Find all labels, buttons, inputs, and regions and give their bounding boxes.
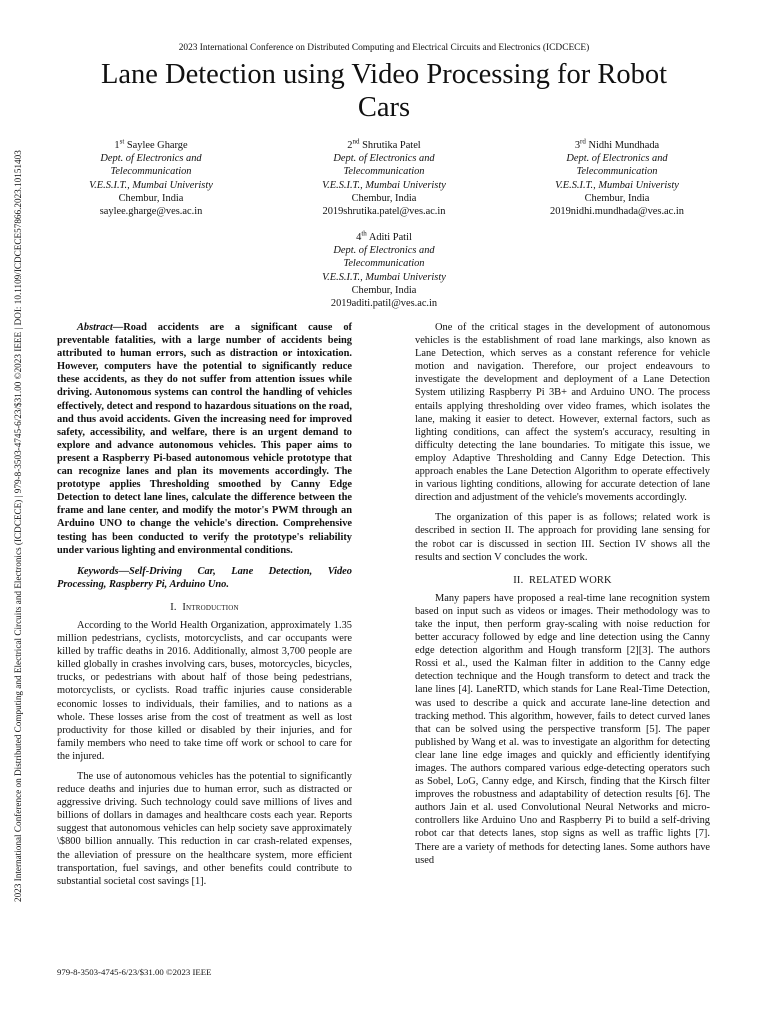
side-strip <box>11 112 25 902</box>
author-city: Chembur, India <box>584 192 650 204</box>
author-name: 1st Saylee Gharge <box>114 137 188 151</box>
section-heading-related-work: II. RELATED WORK <box>513 574 612 586</box>
author-name: 2nd Shrutika Patel <box>347 137 421 151</box>
author-block-1 <box>51 139 251 218</box>
intro-paragraph-2: The use of autonomous vehicles has the potential to significantly reduce deaths and injuries due to human error, such as distracted or aggressive driving. Such technology could save millions of lives and billions of dollars in damages and healthcare costs each year. Reports suggest that autonomous vehicles can help society save approximately \$800 billion annually. This reduction in car crash-related expenses, the alleviation of pressure on the healthcare system, more efficient transportation, fuel savings, and other benefits could contribute to substantial societal cost savings [1]. <box>57 771 352 887</box>
left-column <box>57 321 352 888</box>
author-university: V.E.S.I.T., Mumbai Univeristy <box>322 271 446 283</box>
author-name: 3rd Nidhi Mundhada <box>574 137 660 151</box>
author-dept: Dept. of Electronics and <box>100 153 202 165</box>
author-dept: Dept. of Electronics and <box>566 153 668 165</box>
author-email: 2019shrutika.patel@ves.ac.in <box>322 206 446 218</box>
section-heading-introduction: I. Introduction <box>170 601 239 613</box>
author-dept-2: Telecommunication <box>110 166 192 178</box>
title-line-2: Cars <box>357 92 411 123</box>
title-line-1: Lane Detection using Video Processing for Robot <box>100 59 668 90</box>
conference-header: 2023 International Conference on Distributed Computing and Electrical Circuits and Electronics (ICDCECE) <box>178 43 590 53</box>
abstract-body: —Road accidents are a significant cause of preventable fatalities, with a large number of accidents being attributed to human errors, such as distraction or intoxication. However, computers have the potential to significantly reduce these accidents, as they do not suffer from attention issues while driving. Autonomous systems can control the handling of vehicles effectively, detect and respond to hazardous situations on the road, and thus avoid accidents. Given the increasing need for improved safety, accessibility, and welfare, there is an urgent demand to explore and advance autonomous vehicles. This paper aims to present a Raspberry Pi-based autonomous vehicle prototype that can recognize lanes and plan its movements accordingly. The prototype applies Thresholding smoothed by Canny Edge Detection to detect lane lines, calculate the difference between the frame and lane center, and modify the motor's PWM through an Arduino UNO to change the vehicle's direction. Comprehensive testing has been conducted to verify the prototype's reliability under various lighting and environmental conditions. <box>57 322 352 556</box>
right-column <box>415 321 710 867</box>
intro-paragraph-1: According to the World Health Organization, approximately 1.35 million pedestrians, cyclists, motorcyclists, and car occupants were killed by traffic deaths in 2016. Additionally, almost 3,700 people are killed globally in crashes involving cars, buses, motorcycles, bicycles, trucks, or pedestrians with about half of those being pedestrians, motorcyclists, or cyclists. Road traffic injuries cause considerable economic losses to individuals, their families, and to nations as a whole. These losses arise from the cost of treatment as well as lost productivity for those killed or disabled by their injuries, and for family members who need to take time off work or school to care for the injured. <box>57 619 352 762</box>
author-city: Chembur, India <box>118 192 184 204</box>
author-university: V.E.S.I.T., Mumbai Univeristy <box>322 179 446 191</box>
author-city: Chembur, India <box>351 192 417 204</box>
author-dept-2: Telecommunication <box>576 166 658 178</box>
side-citation-text: 2023 International Conference on Distributed Computing and Electrical Circuits and Electronics (ICDCECE) | 979-8-3503-4745-6/23/$31.00 ©2023 IEEE | DOI: 10.1109/ICDCECE57866.2023.10151403 <box>13 150 23 902</box>
copyright-footer: 979-8-3503-4745-6/23/$31.00 ©2023 IEEE <box>57 967 212 977</box>
keywords: Keywords—Self-Driving Car, Lane Detection, Video Processing, Raspberry Pi, Arduino Uno. <box>57 565 352 590</box>
intro-paragraph-3: One of the critical stages in the development of autonomous vehicles is the establishment of road lane markings, also known as Lane Detection, which serves as a constant reference for vehicle motion and navigation. Therefore, our project endeavours to investigate the development and deployment of a Lane Detection System utilizing Raspberry Pi 3B+ and Arduino UNO. The process entails applying thresholding over video frames, which isolates the lane, making it easier to detect. However, external factors, such as lighting conditions, can affect the system's accuracy, resulting in difficulty detecting the lane boundaries. To mitigate this issue, we employ Adaptive Thresholding and Canny Edge Detection. This approach enables the Lane Detection Algorithm to operate effectively in various lighting conditions, allowing for accurate detection of lane direction and adjustment of the vehicle's movements accordingly. <box>415 322 710 504</box>
intro-paragraph-4: The organization of this paper is as follows; related work is described in section II. The approach for providing lane sensing for the robot car is discussed in section III. Section IV shows all the results and section V concludes the work. <box>415 512 710 563</box>
author-email: saylee.gharge@ves.ac.in <box>99 206 203 218</box>
author-block-4 <box>284 231 484 310</box>
author-block-2 <box>284 139 484 218</box>
author-email: 2019nidhi.mundhada@ves.ac.in <box>550 206 684 218</box>
author-university: V.E.S.I.T., Mumbai Univeristy <box>555 179 679 191</box>
paper-title <box>60 58 708 124</box>
abstract-lead: Abstract <box>77 322 113 333</box>
author-city: Chembur, India <box>351 284 417 296</box>
author-dept-2: Telecommunication <box>343 166 425 178</box>
related-work-paragraph-1: Many papers have proposed a real-time lane recognition system based on input such as videos or images. Their methodology was to take the input, then perform gray-scaling with noise reduction for better accuracy followed by edge and line detection using the Canny edge detection algorithm and Hough transform [2][3]. The authors Rossi et al., used the Kalman filter in addition to the Canny edge detection technique and the Hough transform to detect and track the lane lines [4]. LaneRTD, which stands for Lane Real-Time Detection, was used to describe a quick and accurate lane-line detection and tracking method. This algorithm, however, fails to detect curved lanes that can be solved using the perspective transform [5]. The paper published by Wang et al. was to investigate an algorithm for detecting clear lane line edge images and quickly and efficiently identifying images. The authors compared various edge-detecting operators such as Sobel, LoG, Canny edge, and Kirsch, finding that the Kirsch filter improves the robustness and adaptability of detection results [6]. The authors Jain et al. used Convolutional Neural Networks and micro-controllers like Arduino Uno and Raspberry Pi to build a self-driving robot car that detects lanes, stop signs as well as traffic lights [7]. There are a variety of methods for detecting lanes. Some authors have used <box>415 592 710 866</box>
author-university: V.E.S.I.T., Mumbai Univeristy <box>89 179 213 191</box>
author-dept: Dept. of Electronics and <box>333 153 435 165</box>
abstract <box>57 321 352 557</box>
author-block-3 <box>517 139 717 218</box>
author-name: 4th Aditi Patil <box>356 229 412 243</box>
author-dept: Dept. of Electronics and <box>333 245 435 257</box>
author-dept-2: Telecommunication <box>343 258 425 270</box>
author-email: 2019aditi.patil@ves.ac.in <box>330 298 438 310</box>
